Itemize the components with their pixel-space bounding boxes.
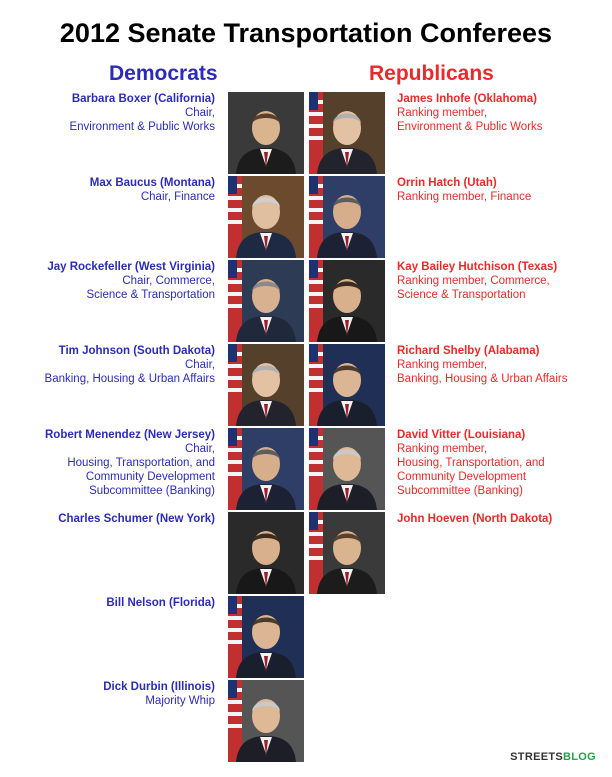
democrat-portrait bbox=[228, 596, 304, 678]
senator-name: James Inhofe (Oklahoma) bbox=[397, 93, 537, 105]
committee-role: Banking, Housing & Urban Affairs bbox=[44, 373, 215, 385]
democrat-info bbox=[5, 260, 215, 302]
democrat-portrait-image bbox=[228, 680, 304, 762]
democrat-portrait-image bbox=[228, 92, 304, 174]
republican-portrait-image bbox=[309, 512, 385, 594]
committee-role: Community Development bbox=[85, 471, 215, 483]
senator-name: Orrin Hatch (Utah) bbox=[397, 177, 497, 189]
conferee-row bbox=[0, 428, 612, 512]
committee-role: Ranking member, Commerce, bbox=[397, 275, 550, 287]
senator-name: David Vitter (Louisiana) bbox=[397, 429, 526, 441]
committee-role: Ranking member, Finance bbox=[397, 191, 532, 203]
republican-portrait bbox=[309, 176, 385, 258]
committee-role: Ranking member, bbox=[397, 359, 488, 371]
democrat-info bbox=[5, 344, 215, 386]
committee-role: Subcommittee (Banking) bbox=[89, 485, 215, 497]
senator-name: Dick Durbin (Illinois) bbox=[103, 681, 215, 693]
republican-info bbox=[397, 176, 607, 204]
democrat-portrait-image bbox=[228, 260, 304, 342]
republican-portrait bbox=[309, 344, 385, 426]
committee-role: Environment & Public Works bbox=[69, 121, 215, 133]
republican-info bbox=[397, 344, 607, 386]
senator-name: Max Baucus (Montana) bbox=[89, 177, 215, 189]
committee-role: Ranking member, bbox=[397, 107, 488, 119]
committee-role: Housing, Transportation, and bbox=[67, 457, 215, 469]
committee-role: Chair, Commerce, bbox=[122, 275, 215, 287]
committee-role: Science & Transportation bbox=[397, 289, 526, 301]
republican-info bbox=[397, 260, 607, 302]
senator-name: John Hoeven (North Dakota) bbox=[397, 513, 553, 525]
senator-name: Charles Schumer (New York) bbox=[58, 513, 215, 525]
democrat-portrait bbox=[228, 344, 304, 426]
committee-role: Science & Transportation bbox=[86, 289, 215, 301]
conferee-row bbox=[0, 344, 612, 428]
senator-name: Kay Bailey Hutchison (Texas) bbox=[397, 261, 558, 273]
republican-portrait bbox=[309, 260, 385, 342]
senator-name: Robert Menendez (New Jersey) bbox=[45, 429, 215, 441]
democrat-portrait bbox=[228, 92, 304, 174]
democrat-portrait bbox=[228, 428, 304, 510]
democrat-info bbox=[5, 92, 215, 134]
republican-portrait bbox=[309, 428, 385, 510]
republican-info bbox=[397, 428, 607, 498]
senator-name: Bill Nelson (Florida) bbox=[106, 597, 215, 609]
committee-role: Majority Whip bbox=[145, 695, 215, 707]
democrat-info bbox=[5, 512, 215, 526]
republican-portrait-image bbox=[309, 428, 385, 510]
republican-portrait-image bbox=[309, 344, 385, 426]
democrat-info bbox=[5, 596, 215, 610]
democrat-portrait bbox=[228, 512, 304, 594]
republican-info bbox=[397, 512, 607, 526]
republican-portrait-image bbox=[309, 176, 385, 258]
committee-role: Ranking member, bbox=[397, 443, 488, 455]
senator-name: Tim Johnson (South Dakota) bbox=[58, 345, 215, 357]
democrat-portrait-image bbox=[228, 176, 304, 258]
republican-portrait-image bbox=[309, 92, 385, 174]
committee-role: Chair, bbox=[184, 107, 215, 119]
committee-role: Chair, bbox=[184, 359, 215, 371]
committee-role: Banking, Housing & Urban Affairs bbox=[397, 373, 568, 385]
committee-role: Chair, bbox=[184, 443, 215, 455]
republican-portrait bbox=[309, 92, 385, 174]
senator-name: Richard Shelby (Alabama) bbox=[397, 345, 540, 357]
republican-portrait bbox=[309, 512, 385, 594]
committee-role: Housing, Transportation, and bbox=[397, 457, 545, 469]
democrat-portrait bbox=[228, 260, 304, 342]
democrat-portrait-image bbox=[228, 344, 304, 426]
streetsblog-logo: STREETSBLOG bbox=[510, 751, 596, 763]
committee-role: Chair, Finance bbox=[140, 191, 215, 203]
committee-role: Subcommittee (Banking) bbox=[397, 485, 523, 497]
republican-portrait-image bbox=[309, 260, 385, 342]
democrat-portrait-image bbox=[228, 428, 304, 510]
democrat-portrait bbox=[228, 680, 304, 762]
democrat-portrait-image bbox=[228, 596, 304, 678]
democrat-info bbox=[5, 680, 215, 708]
conferee-row bbox=[0, 92, 612, 176]
conferee-row bbox=[0, 176, 612, 260]
democrat-info bbox=[5, 176, 215, 204]
democrat-portrait bbox=[228, 176, 304, 258]
conferee-row bbox=[0, 512, 612, 596]
senator-name: Barbara Boxer (California) bbox=[71, 93, 215, 105]
senator-name: Jay Rockefeller (West Virginia) bbox=[47, 261, 215, 273]
democrat-portrait-image bbox=[228, 512, 304, 594]
democrats-heading: Democrats bbox=[109, 62, 218, 85]
conferee-row bbox=[0, 596, 612, 680]
democrat-info bbox=[5, 428, 215, 498]
committee-role: Environment & Public Works bbox=[397, 121, 543, 133]
committee-role: Community Development bbox=[397, 471, 527, 483]
republicans-heading: Republicans bbox=[369, 62, 494, 85]
conferee-row bbox=[0, 260, 612, 344]
republican-info bbox=[397, 92, 607, 134]
page-title: 2012 Senate Transportation Conferees bbox=[59, 18, 553, 48]
